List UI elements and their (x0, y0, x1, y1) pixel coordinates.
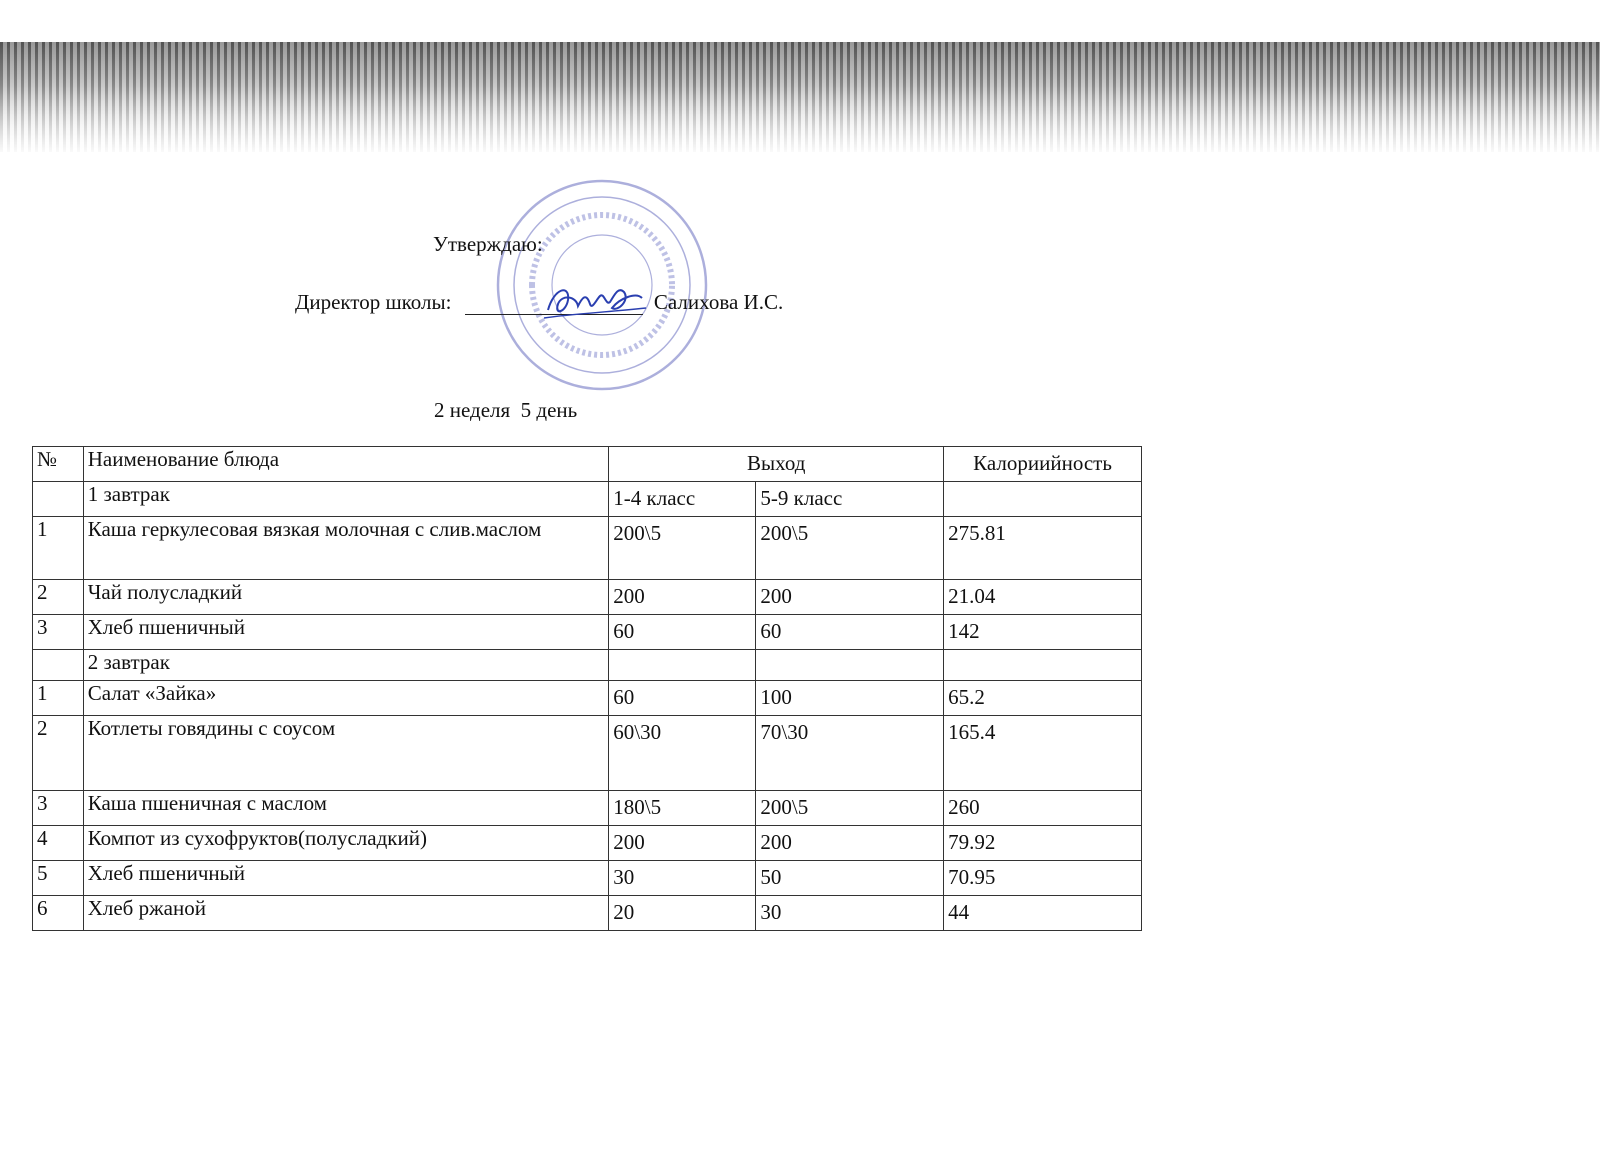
row-number: 3 (33, 615, 84, 650)
header-calories: Калориийность (944, 447, 1142, 482)
table-row (33, 896, 1142, 931)
row-dish: Котлеты говядины с соусом (83, 716, 609, 791)
row-dish: Салат «Зайка» (83, 681, 609, 716)
header-grade-b: 5-9 класс (756, 482, 944, 517)
table-row (33, 580, 1142, 615)
week-day-label: 2 неделя 5 день (434, 398, 578, 422)
row-dish: Чай полусладкий (83, 580, 609, 615)
scanner-artifact-fade (0, 42, 1600, 152)
row-output-a: 60\30 (609, 716, 756, 791)
row-number: 3 (33, 791, 84, 826)
row-output-a: 60 (609, 615, 756, 650)
row-number: 6 (33, 896, 84, 931)
row-dish: Каша геркулесовая вязкая молочная с слив.маслом (83, 517, 609, 580)
header-output: Выход (609, 447, 944, 482)
row-number: 1 (33, 517, 84, 580)
row-calories: 142 (944, 615, 1142, 650)
approve-label: Утверждаю: (433, 232, 543, 256)
row-dish: Хлеб ржаной (83, 896, 609, 931)
table-row (33, 791, 1142, 826)
row-calories: 79.92 (944, 826, 1142, 861)
row-number: 5 (33, 861, 84, 896)
row-calories: 21.04 (944, 580, 1142, 615)
table-row (33, 517, 1142, 580)
row-output-a: 200 (609, 826, 756, 861)
header-number: № (33, 447, 84, 482)
row-output-b: 200\5 (756, 517, 944, 580)
header-grade-a: 1-4 класс (609, 482, 756, 517)
row-number: 2 (33, 580, 84, 615)
row-number: 4 (33, 826, 84, 861)
director-name: Салихова И.С. (653, 290, 784, 314)
director-label: Директор школы: (295, 290, 452, 314)
row-number: 2 (33, 716, 84, 791)
row-calories: 70.95 (944, 861, 1142, 896)
row-output-b: 200 (756, 580, 944, 615)
row-output-b: 50 (756, 861, 944, 896)
row-output-b: 200 (756, 826, 944, 861)
row-output-b: 60 (756, 615, 944, 650)
row-dish: Компот из сухофруктов(полусладкий) (83, 826, 609, 861)
row-output-a: 200 (609, 580, 756, 615)
row-output-a: 30 (609, 861, 756, 896)
header-dish: Наименование блюда (83, 447, 609, 482)
table-row (33, 826, 1142, 861)
row-output-a: 180\5 (609, 791, 756, 826)
row-number: 1 (33, 681, 84, 716)
row-dish: Хлеб пшеничный (83, 861, 609, 896)
section-row (33, 482, 1142, 517)
section-row (33, 650, 1142, 681)
row-output-b: 200\5 (756, 791, 944, 826)
section-title: 2 завтрак (83, 650, 609, 681)
table-row (33, 615, 1142, 650)
row-calories: 165.4 (944, 716, 1142, 791)
header-row (33, 447, 1142, 482)
row-output-b: 70\30 (756, 716, 944, 791)
table-row (33, 681, 1142, 716)
handwritten-signature (540, 278, 650, 323)
row-output-a: 60 (609, 681, 756, 716)
row-output-b: 100 (756, 681, 944, 716)
table-row (33, 716, 1142, 791)
menu-table (32, 446, 1142, 931)
row-calories: 260 (944, 791, 1142, 826)
row-calories: 65.2 (944, 681, 1142, 716)
section-title: 1 завтрак (83, 482, 609, 517)
row-calories: 275.81 (944, 517, 1142, 580)
row-output-a: 200\5 (609, 517, 756, 580)
row-dish: Хлеб пшеничный (83, 615, 609, 650)
row-calories: 44 (944, 896, 1142, 931)
row-dish: Каша пшеничная с маслом (83, 791, 609, 826)
table-row (33, 861, 1142, 896)
row-output-a: 20 (609, 896, 756, 931)
row-output-b: 30 (756, 896, 944, 931)
